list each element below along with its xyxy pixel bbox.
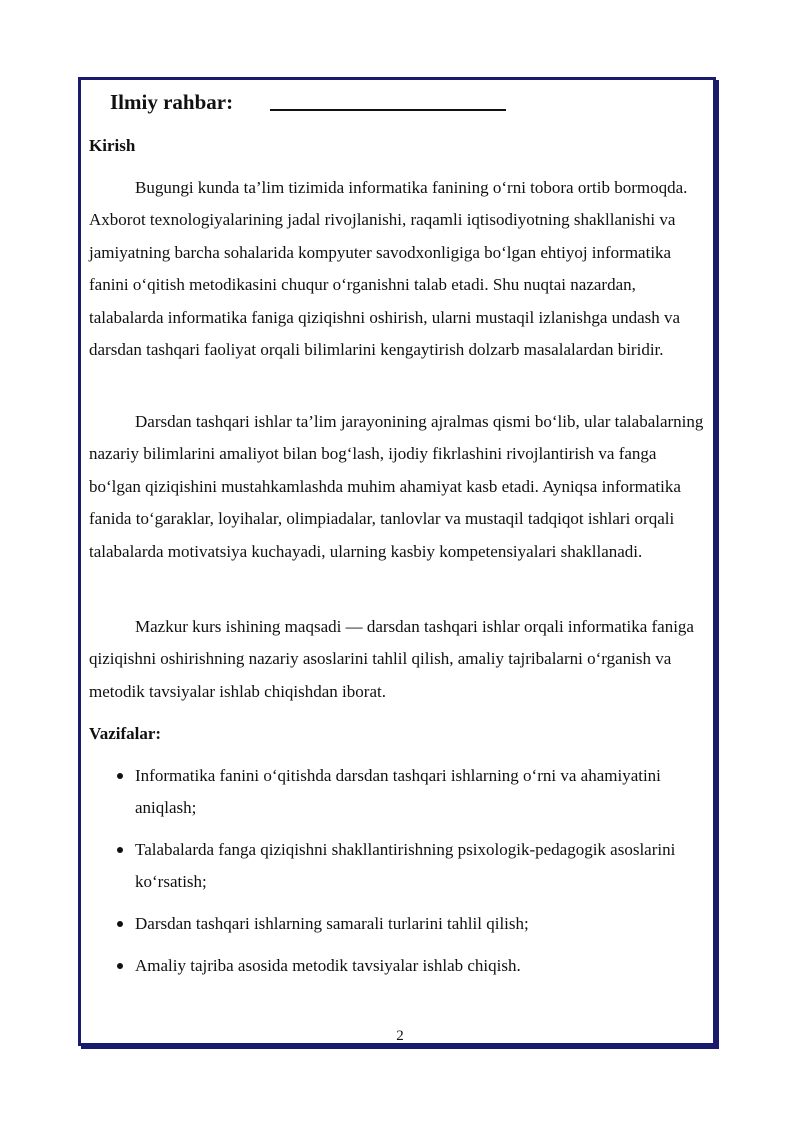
intro-heading: Kirish	[89, 136, 136, 155]
bullet-icon	[117, 921, 123, 927]
intro-paragraph-3: Mazkur kurs ishining maqsadi — darsdan tashqari ishlar orqali informatika faniga qiziqishni oshirishning nazariy asoslarini tahlil qilish, amaliy tajribalarni o‘rganish va metodik tavsiyalar ishlab chiqishdan iborat.	[89, 617, 694, 701]
task-item	[117, 950, 695, 982]
task-item-text: Informatika fanini o‘qitishda darsdan tashqari ishlarning o‘rni va ahamiyatini aniqlash;	[135, 766, 661, 817]
intro-paragraph-2: Darsdan tashqari ishlar ta’lim jarayonining ajralmas qismi bo‘lib, ular talabalarning nazariy bilimlarini amaliyot bilan bog‘lash, ijodiy fikrlashini rivojlantirish va fanga bo‘lgan qiziqishini mustahkamlashda muhim ahamiyat kasb etadi. Ayniqsa informatika fanida to‘garaklar, loyihalar, olimpiadalar, tanlovlar va mustaqil tadqiqot ishlari orqali talabalarda motivatsiya kuchayadi, ularning kasbiy kompetensiyalari shakllanadi.	[89, 412, 704, 561]
tasks-heading: Vazifalar:	[89, 724, 162, 743]
supervisor-line	[110, 86, 506, 118]
task-item-text: Amaliy tajriba asosida metodik tavsiyalar ishlab chiqish.	[135, 956, 521, 975]
task-item-text: Darsdan tashqari ishlarning samarali turlarini tahlil qilish;	[135, 914, 529, 933]
page-frame	[78, 77, 716, 1046]
page-number: 2	[396, 1028, 404, 1044]
task-item	[117, 908, 695, 940]
task-item	[117, 834, 695, 898]
task-item	[117, 760, 695, 824]
supervisor-label: Ilmiy rahbar:	[110, 90, 234, 114]
signature-blank-line	[270, 87, 506, 111]
bullet-icon	[117, 963, 123, 969]
intro-paragraph-1: Bugungi kunda ta’lim tizimida informatika fanining o‘rni tobora ortib bormoqda. Axborot texnologiyalarining jadal rivojlanishi, raqamli iqtisodiyotning shakllanishi va jamiyatning barcha sohalarida kompyuter savodxonligiga bo‘lgan ehtiyoj informatika fanini o‘qitish metodikasini chuqur o‘rganishni talab etadi. Shu nuqtai nazardan, talabalarda informatika faniga qiziqishni oshirish, ularni mustaqil izlanishga undash va darsdan tashqari faoliyat orqali bilimlarini kengaytirish dolzarb masalalardan biridir.	[89, 178, 688, 360]
bullet-icon	[117, 773, 123, 779]
bullet-icon	[117, 847, 123, 853]
task-item-text: Talabalarda fanga qiziqishni shakllantirishning psixologik-pedagogik asoslarini ko‘rsatish;	[135, 840, 676, 891]
